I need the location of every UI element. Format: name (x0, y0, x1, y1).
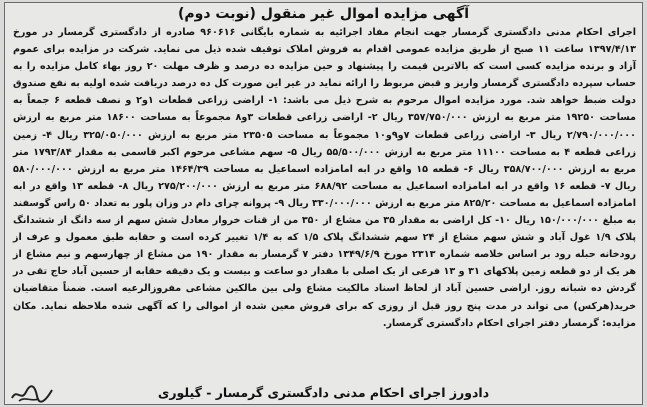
stamp-scribble-icon (9, 382, 55, 404)
notice-title: آگهی مزایده اموال غیر منقول (نوبت دوم) (178, 6, 469, 22)
auction-notice-clipping (4, 2, 643, 405)
notice-signature: دادورز اجرای احکام مدنی دادگستری گرمسار - گیلوری (157, 385, 490, 400)
notice-paragraph: اجرای احکام مدنی دادگستری گرمسار جهت انجام مفاد اجرائیه به شماره بایگانی ۹۶۰۶۱۶ صادره از دادگستری گرمسار در مورخ ۱۳۹۷/۴/۱۳ ساعت ۱۱ صبح از طریق مزایده عمومی اقدام به فروش املاک توقیف شده ذیل می نماید. شرکت در مزایده برای عموم آزاد و برنده مزایده کسی است که بالاترین قیمت را پیشنهاد و حین مزایده ده درصد و ظرف مهلت ۲۰ روز بهاء کامل مزایده را به حساب سپرده دادگستری گرمسار واریز و قبض مربوط را ارائه نماید در غیر این صورت کل ده درصد دریافت شده اولیه به نفع صندوق دولت ضبط خواهد شد. مورد مزایده اموال مرحوم به شرح ذیل می باشد: ۱- اراضی زراعی قطعات ۱و۲ و نصف قطعه ۶ جمعاً به مساحت ۱۹۲۵۰ متر مربع به ارزش ۳۵۷/۷۵۰/۰۰۰ ریال ۲- اراضی زراعی قطعات ۳و۸ مجموعاً به مساحت ۱۸۶۰۰ متر مربع به ارزش ۲/۷۹۰/۰۰۰/۰۰۰ ریال ۳- اراضی زراعی قطعات ۷و۹و۱۰ مجموعاً به مساحت ۲۳۵۰۵ متر مربع به ارزش ۳۲۵/۰۵۰/۰۰۰ ریال ۴- زمین زراعی قطعه ۴ به مساحت ۱۱۱۰۰ متر مربع به ارزش ۵۵/۵۰۰/۰۰۰ ریال ۵- سهم مشاعی مرحوم اکبر قاسمی به مقدار ۱۷۹۳/۸۴ متر مربع به ارزش ۳۵۸/۷۰۰/۰۰۰ ریال ۶- قطعه ۱۵ واقع در ابه امامزاده اسماعیل به مساحت ۱۴۶۴/۳۹ متر مربع به ارزش ۵۸۰/۰۰۰/۰۰۰ ریال ۷- قطعه ۱۶ واقع در ابه امامزاده اسماعیل به مساحت ۶۸۸/۹۲ متر مربع به ارزش ۲۷۵/۲۰۰/۰۰۰ ریال ۸- قطعه ۱۳ واقع در ابه امامزاده اسماعیل به مساحت ۸۲۵/۲۰ متر مربع به ارزش ۳۳۰/۰۰۰/۰۰۰ ریال ۹- پروانه چرای دام در وزان پلور به تعداد ۵۰ راس گوسفند به مبلغ ۱۵۰/۰۰۰/۰۰۰ ریال ۱۰- کل اراضی به مقدار ۳۵ من مشاع از ۳۵۰ من از قنات خروار معادل شش سهم از سه دانگ از ششدانگ پلاک ۱/۹ غول آباد و شش سهم مشاع از ۲۴ سهم ششدانگ پلاک ۱/۵ که به ۱/۴ تغییر کرده است و حقابه طبق معمول و عرف از رودخانه حبله رود بر اساس خلاصه شماره ۲۳۱۳ مورخ ۱۳۴۹/۶/۹ دفتر ۷ گرمسار به مقدار ۱۹۰ من مشاع از چهارسهم و نیم مشاع از هر یک از دو قطعه زمین پلاکهای ۳۱ و ۱۳ فرعی از یک اصلی با مقدار دو ساعت و بیست و یک دقیقه حقابه از حسین آباد حاج تقی در گردش ده شبانه روز. اراضی حسین آباد از لحاظ اسناد مالکیت مشاع ولی بین مالکین مشاعی مفروزالرعیه است. ضمناً متقاضیان خرید(هرکس) می تواند در مدت پنج روز قبل از روزی که برای فروش معین شده از اموالی را که آگهی شده ملاحظه نماید. مکان مزایده: گرمسار دفتر اجرای احکام دادگستری گرمسار. (13, 27, 637, 329)
notice-body (5, 24, 642, 332)
